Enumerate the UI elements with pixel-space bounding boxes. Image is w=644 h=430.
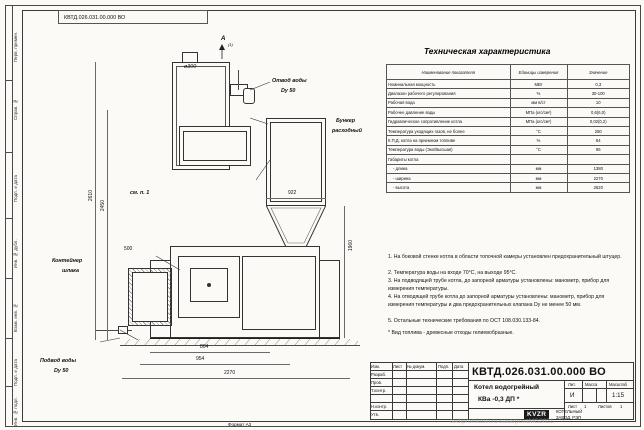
spec-r7c0: Температура воды (Эко/Высшая) xyxy=(387,145,511,154)
water-inlet-dn-label: Dу 50 xyxy=(54,368,69,374)
tb-hline xyxy=(370,394,468,395)
margin-tick xyxy=(5,338,13,339)
designation-text: КВТД.026.031.00.000 ВО xyxy=(472,366,606,378)
note-3: 4. На отводящей трубе котла до запорной арматуры установлены: манометр, прибор для измерения температуры и два предохранительных клапана Dу не менее 50 мм. xyxy=(388,294,605,308)
margin-tick xyxy=(5,386,13,387)
table-row xyxy=(387,136,630,145)
dim-2610: 2610 xyxy=(88,190,94,202)
scale-label: Масштаб xyxy=(609,382,627,387)
spec-r7c2: 95 xyxy=(567,145,630,154)
dim-804: 804 xyxy=(200,344,209,350)
spec-header-2: Значение xyxy=(567,65,630,80)
note-4: 5. Остальные технические требования по ОСТ 108.030.133-84. xyxy=(388,318,541,324)
see-item-1-label: см. п. 1 xyxy=(130,190,150,196)
tb-row-tkontr: Т.контр. xyxy=(371,388,387,393)
spec-r5c2: 250 xyxy=(567,126,630,135)
tb-vline xyxy=(392,362,393,420)
water-outlet-dn-label: Dу 50 xyxy=(281,88,296,94)
pipe-diameter-label: ø300 xyxy=(184,64,197,70)
table-row xyxy=(387,89,630,98)
tb-vline xyxy=(436,362,437,420)
water-outlet-label: Отвод воды xyxy=(272,78,307,84)
hopper-label: Бункер xyxy=(336,118,356,124)
margin-tick xyxy=(5,218,13,219)
tb-hline-lit xyxy=(564,388,634,389)
spec-r11c0: - высота xyxy=(387,183,511,192)
spec-header-0: Наименование показателя xyxy=(387,65,511,80)
tb-vline-scale xyxy=(596,388,597,402)
dim-line-height-1 xyxy=(95,62,96,340)
lit-label: Лит. xyxy=(568,382,576,387)
watermark: tekhpromkotel.ru sakarpovaMG2021 xyxy=(450,418,554,425)
tb-col-izm: Изм. xyxy=(371,364,380,369)
table-row xyxy=(387,183,630,192)
spec-r4c2: 0,02(0,2) xyxy=(567,117,630,126)
spec-header-1: Единицы измерения xyxy=(510,65,567,80)
spec-r10c1: мм xyxy=(510,173,567,182)
dim-2270: 2270 xyxy=(224,370,236,376)
spec-r10c2: 2270 xyxy=(567,173,630,182)
tb-hline xyxy=(370,410,468,411)
tb-row-utv: Утв. xyxy=(371,412,379,417)
tb-vline-main xyxy=(468,362,469,420)
spec-r1c1: % xyxy=(510,89,567,98)
product-name-1: Котел водогрейный xyxy=(474,384,540,391)
side-label-1: Справ. № xyxy=(13,98,18,120)
section-arrow-icon xyxy=(214,44,230,60)
tb-col-list: Лист xyxy=(393,364,403,369)
dim-line-2270 xyxy=(122,378,350,379)
tb-hline xyxy=(370,370,468,371)
table-row xyxy=(387,173,630,182)
dim-1960: 1960 xyxy=(348,240,354,252)
spec-header-row xyxy=(387,65,630,80)
spec-table xyxy=(386,64,630,193)
spec-r2c0: Рабочая вода xyxy=(387,98,511,107)
spec-r10c0: - ширина xyxy=(387,173,511,182)
spec-r3c0: Рабочее давление воды xyxy=(387,108,511,117)
section-mark-label: А xyxy=(221,36,226,42)
dim-500: 500 xyxy=(124,246,133,252)
table-row xyxy=(387,164,630,173)
tb-hline-desig xyxy=(468,380,634,381)
dim-922: 922 xyxy=(288,190,297,196)
spec-r7c1: °С xyxy=(510,145,567,154)
org-name-1: КОТЕЛЬНЫЙ xyxy=(556,409,583,414)
tb-hline xyxy=(370,402,468,403)
mass-label: Масса xyxy=(585,382,598,387)
ash-container-label: Контейнер xyxy=(52,258,83,264)
tb-col-podp: Подп. xyxy=(438,364,450,369)
spec-r0c2: 0,3 xyxy=(567,80,630,89)
spec-r1c2: 30-100 xyxy=(567,89,630,98)
tb-vline xyxy=(452,362,453,420)
section-mark-sub: (1) xyxy=(228,42,233,47)
format-label: Формат A3 xyxy=(228,422,252,427)
dim-line-1960 xyxy=(344,206,345,338)
table-row xyxy=(387,145,630,154)
table-row xyxy=(387,108,630,117)
dim-line-922 xyxy=(266,198,326,199)
sheets-value: 1 xyxy=(620,404,623,409)
spec-r4c1: МПа (кгс/см²) xyxy=(510,117,567,126)
sheets-label: Листов xyxy=(598,404,612,409)
leader-lines xyxy=(60,40,380,370)
product-name-2: КВа -0,3 ДП * xyxy=(478,396,520,403)
spec-r0c0: Номинальная мощность xyxy=(387,80,511,89)
tb-col-data: Дата xyxy=(454,364,464,369)
sheet-value: 1 xyxy=(584,404,587,409)
spec-r8c0: Габариты котла xyxy=(387,155,511,164)
spec-r8c1 xyxy=(510,155,567,164)
spec-r3c2: 0,6(6,0) xyxy=(567,108,630,117)
spec-r2c2: 10 xyxy=(567,98,630,107)
margin-tick xyxy=(5,152,13,153)
table-row xyxy=(387,80,630,89)
spec-r2c1: мм в/ст xyxy=(510,98,567,107)
table-row xyxy=(387,126,630,135)
side-label-4: Взам. инв. № xyxy=(13,303,18,332)
dim-2450: 2450 xyxy=(100,200,106,212)
spec-r9c1: мм xyxy=(510,164,567,173)
side-label-3: Инв. № дубл. xyxy=(13,239,18,268)
tb-col-docnum: № докум. xyxy=(407,364,426,369)
tb-vline-mass xyxy=(606,380,607,402)
org-logo: KVZR xyxy=(524,410,549,419)
spec-r3c1: МПа (кгс/см²) xyxy=(510,108,567,117)
tb-hline xyxy=(370,378,468,379)
spec-r6c2: 84 xyxy=(567,136,630,145)
ash-container-label-2: шлака xyxy=(62,268,79,274)
tb-row-razrab: Разраб. xyxy=(371,372,387,377)
table-row xyxy=(387,98,630,107)
spec-r9c2: 1380 xyxy=(567,164,630,173)
tb-vline-right xyxy=(564,380,565,420)
spec-r5c0: Температура уходящих газов, не более xyxy=(387,126,511,135)
side-label-5: Подп. и дата xyxy=(13,358,18,386)
table-row xyxy=(387,117,630,126)
hopper-label-2: расходный xyxy=(332,128,362,134)
spec-r4c0: Гидравлическое сопротивление котла xyxy=(387,117,511,126)
tb-hline-org xyxy=(468,408,564,409)
tb-hline-sheet xyxy=(564,402,634,403)
note-5: * Вид топлива - древесные отходы гелиевобразные. xyxy=(388,330,514,336)
spec-r1c0: Диапазон рабочего регулирования xyxy=(387,89,511,98)
spec-r8c2 xyxy=(567,155,630,164)
scale-value: 1:15 xyxy=(612,392,625,399)
side-label-6: Инв. № подл. xyxy=(13,397,18,426)
sheet-label: Лист xyxy=(568,404,578,409)
tb-row-nkontr: Н.контр. xyxy=(371,404,388,409)
spec-r6c0: К.П.Д. котла на приемном топливе xyxy=(387,136,511,145)
tb-vline xyxy=(406,362,407,420)
org-name-2: ЗАВОД, РЭП xyxy=(556,415,582,420)
margin-tick xyxy=(5,278,13,279)
water-inlet-label: Подвод воды xyxy=(40,358,77,364)
tb-hline xyxy=(370,386,468,387)
spec-r5c1: °С xyxy=(510,126,567,135)
margin-tick xyxy=(5,80,13,81)
dim-954: 954 xyxy=(196,356,205,362)
tb-vline-lit xyxy=(582,380,583,402)
spec-r9c0: - длина xyxy=(387,164,511,173)
spec-r11c1: мм xyxy=(510,183,567,192)
top-code-text: КВТД.026.031.00.000 ВО xyxy=(64,15,126,21)
table-row xyxy=(387,155,630,164)
dim-line-804 xyxy=(150,352,270,353)
tb-row-prov: Пров. xyxy=(371,380,383,385)
side-label-0: Перв. примен. xyxy=(13,31,18,62)
note-1: 2. Температура воды на входе 70°С, на выходе 95°С. xyxy=(388,270,517,276)
spec-r0c1: МВт xyxy=(510,80,567,89)
spec-title: Техническая характеристика xyxy=(424,46,551,56)
note-2: 3. На подводящей трубе котла, до запорной арматуры установлены: манометр, прибор для измерения температуры. xyxy=(388,278,610,292)
note-0: 1. На боковой стенке котла в области топочной камеры установлен предохранительный штуцер. xyxy=(388,254,622,260)
spec-r11c2: 2620 xyxy=(567,183,630,192)
dim-line-height-2 xyxy=(107,110,108,340)
lit-value: И xyxy=(570,392,575,399)
dim-line-954 xyxy=(140,364,290,365)
side-label-2: Подп. и дата xyxy=(13,174,18,202)
spec-r6c1: % xyxy=(510,136,567,145)
